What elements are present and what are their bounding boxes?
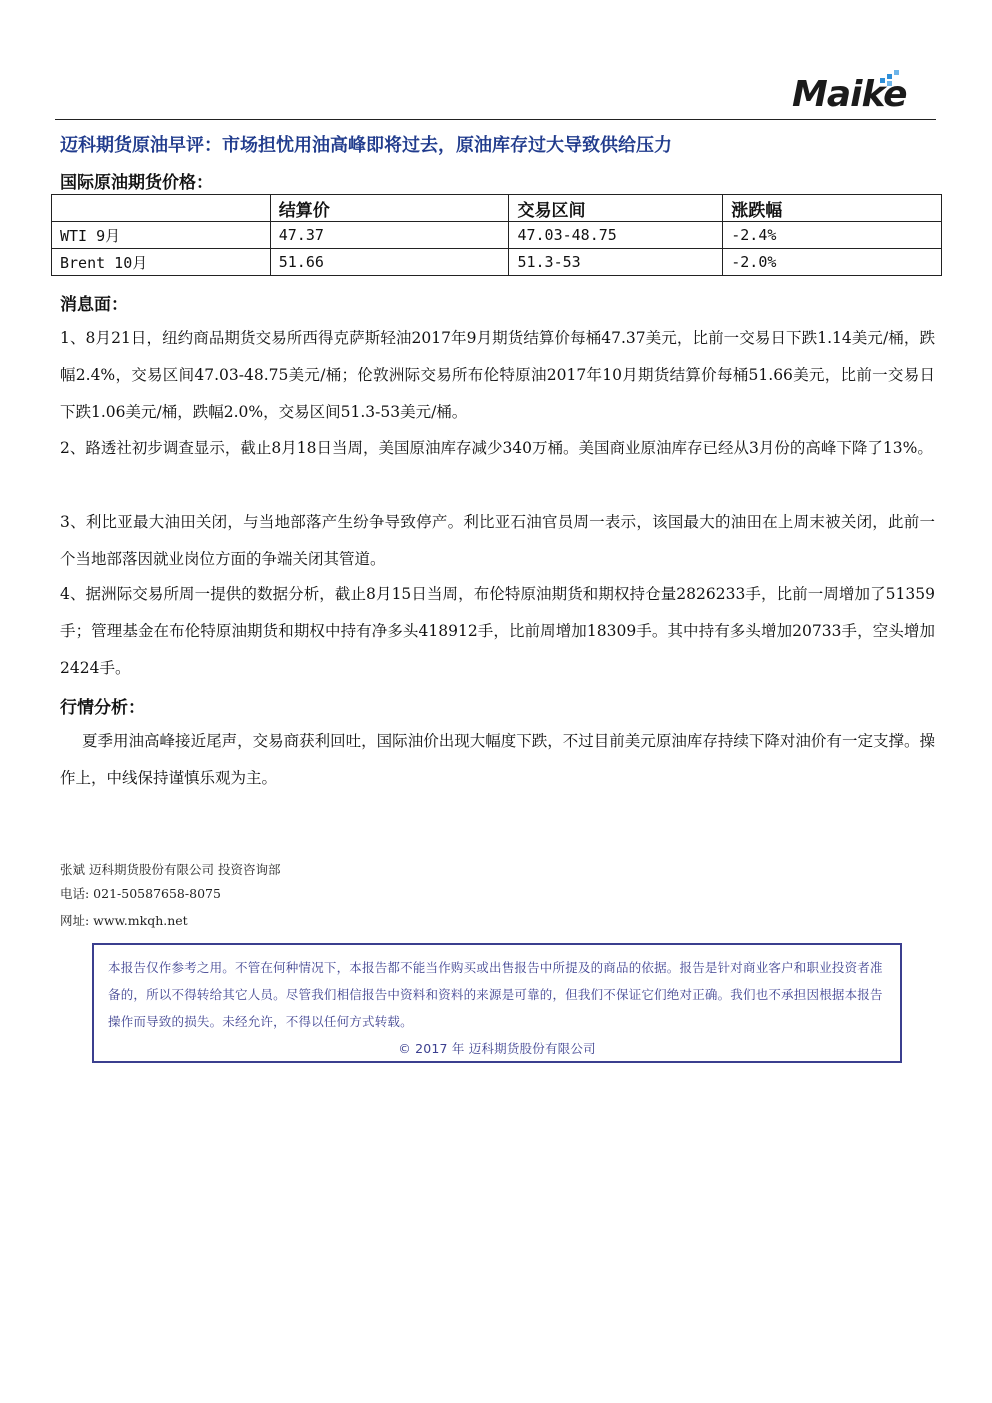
table-header-cell: 涨跌幅 bbox=[723, 195, 942, 222]
author-line: 张斌 迈科期货股份有限公司 投资咨询部 bbox=[60, 862, 281, 877]
news-item: 2、路透社初步调查显示，截止8月18日当周，美国原油库存减少340万桶。美国商业原油库存已经从3月份的高峰下降了13%。 bbox=[60, 439, 933, 457]
website-line: 网址: www.mkqh.net bbox=[60, 913, 188, 928]
table-row bbox=[52, 222, 942, 249]
news-item: 1、8月21日，纽约商品期货交易所西得克萨斯轻油2017年9月期货结算价每桶47.37美元，比前一交易日下跌1.14美元/桶，跌幅2.4%，交易区间47.03-48.75美元/桶；伦敦洲际交易所布伦特原油2017年10月期货结算价每桶51.66美元，比前一交易日下跌1.06美元/桶，跌幅2.0%，交易区间51.3-53美元/桶。 bbox=[60, 329, 935, 421]
range-cell: 51.3-53 bbox=[509, 249, 723, 276]
news-item: 4、据洲际交易所周一提供的数据分析，截止8月15日当周，布伦特原油期货和期权持仓量2826233手，比前一周增加了51359手；管理基金在布伦特原油期货和期权中持有净多头418912手，比前周增加18309手。其中持有多头增加20733手，空头增加2424手。 bbox=[60, 585, 935, 677]
news-item: 3、利比亚最大油田关闭，与当地部落产生纷争导致停产。利比亚石油官员周一表示，该国最大的油田在上周末被关闭，此前一个当地部落因就业岗位方面的争端关闭其管道。 bbox=[60, 513, 935, 568]
range-cell: 47.03-48.75 bbox=[509, 222, 723, 249]
analysis-text: 夏季用油高峰接近尾声，交易商获利回吐，国际油价出现大幅度下跌，不过目前美元原油库存持续下降对油价有一定支撑。操作上，中线保持谨慎乐观为主。 bbox=[60, 732, 935, 787]
table-header-cell bbox=[52, 195, 271, 222]
disclaimer-text: 本报告仅作参考之用。不管在何种情况下，本报告都不能当作购买或出售报告中所提及的商品的依据。报告是针对商业客户和职业投资者准备的，所以不得转给其它人员。尽管我们相信报告中资料和资料的来源是可靠的，但我们不保证它们绝对正确。我们也不承担因根据本报告操作而导致的损失。未经允许，不得以任何方式转载。 bbox=[108, 960, 883, 1029]
change-cell: -2.4% bbox=[723, 222, 942, 249]
settlement-cell: 47.37 bbox=[270, 222, 509, 249]
copyright-text: © 2017 年 迈科期货股份有限公司 bbox=[398, 1041, 596, 1056]
report-title: 迈科期货原油早评：市场担忧用油高峰即将过去，原油库存过大导致供给压力 bbox=[60, 135, 672, 156]
phone-line: 电话: 021-50587658-8075 bbox=[60, 886, 221, 901]
analysis-section-heading: 行情分析： bbox=[60, 698, 145, 718]
table-header-cell: 结算价 bbox=[270, 195, 509, 222]
contract-cell: Brent 10月 bbox=[52, 249, 271, 276]
header-divider bbox=[55, 119, 936, 120]
company-logo bbox=[792, 72, 932, 118]
price-section-heading: 国际原油期货价格： bbox=[60, 173, 213, 193]
contract-cell: WTI 9月 bbox=[52, 222, 271, 249]
price-table bbox=[51, 194, 942, 276]
news-section-heading: 消息面： bbox=[60, 295, 128, 315]
table-header-row bbox=[52, 195, 942, 222]
logo-text: Maike bbox=[792, 74, 907, 115]
change-cell: -2.0% bbox=[723, 249, 942, 276]
table-header-cell: 交易区间 bbox=[509, 195, 723, 222]
settlement-cell: 51.66 bbox=[270, 249, 509, 276]
disclaimer-box bbox=[92, 943, 902, 1063]
table-row bbox=[52, 249, 942, 276]
